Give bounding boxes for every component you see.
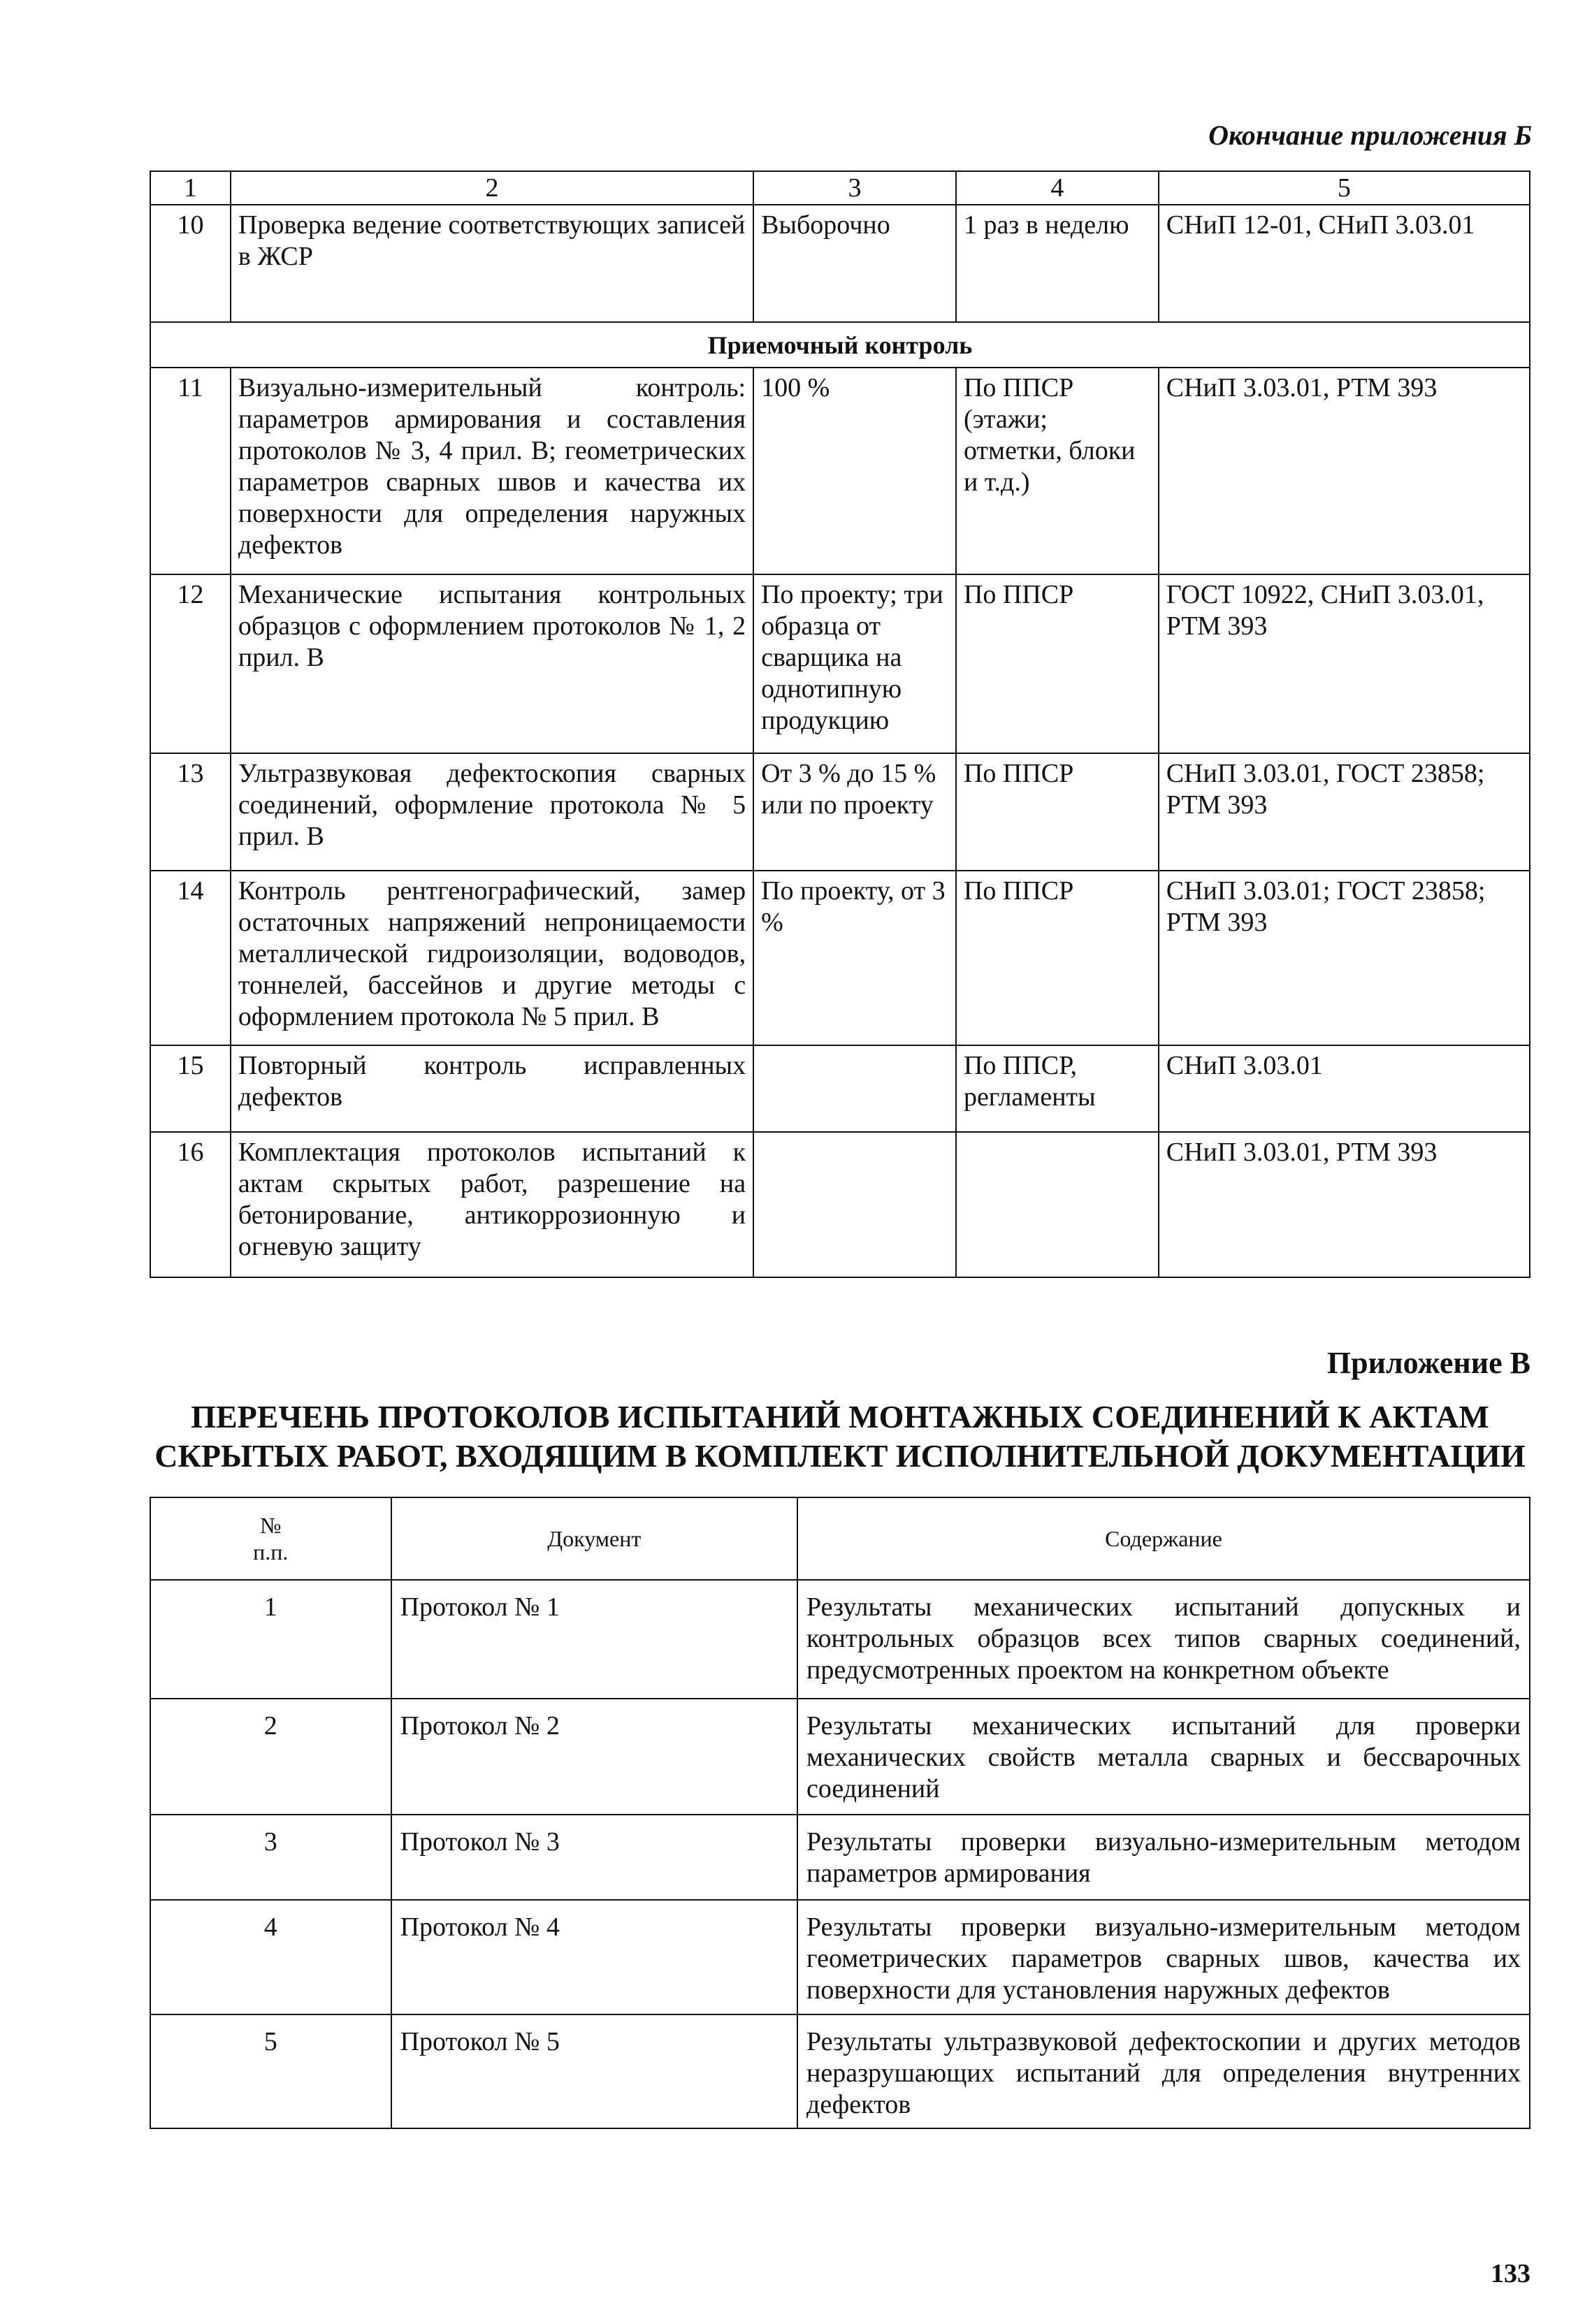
row-frequency xyxy=(956,1132,1159,1277)
row-number: 15 xyxy=(150,1045,231,1132)
table-row xyxy=(150,871,1530,1045)
control-table xyxy=(150,170,1530,1278)
page-header: Окончание приложения Б xyxy=(1208,119,1532,151)
row-scope xyxy=(753,1132,956,1277)
column-number: 4 xyxy=(956,171,1159,205)
row-description: Механические испытания контрольных образцов с оформлением протоколов № 1, 2 прил. В xyxy=(231,574,753,753)
row-frequency: По ППСР, регламенты xyxy=(956,1045,1159,1132)
row-document: Протокол № 5 xyxy=(391,2014,797,2128)
row-reference: СНиП 3.03.01; ГОСТ 23858; РТМ 393 xyxy=(1159,871,1530,1045)
row-description: Комплектация протоколов испытаний к актам скрытых работ, разрешение на бетонирование, антикоррозионную и огневую защиту xyxy=(231,1132,753,1277)
row-scope: Выборочно xyxy=(753,205,956,322)
row-number: 12 xyxy=(150,574,231,753)
table-row xyxy=(150,753,1530,871)
row-content: Результаты проверки визуально-измерительным методом геометрических параметров сварных швов, качества их поверхности для установления наружных дефектов xyxy=(797,1900,1530,2014)
row-reference: СНиП 3.03.01, ГОСТ 23858; РТМ 393 xyxy=(1159,753,1530,871)
row-document: Протокол № 1 xyxy=(391,1580,797,1699)
row-description: Контроль рентгенографический, замер остаточных напряжений непроницаемости металлической гидроизоляции, водоводов, тоннелей, бассейнов и другие методы с оформлением протокола № 5 прил. В xyxy=(231,871,753,1045)
row-number: 1 xyxy=(150,1580,391,1699)
row-number: 13 xyxy=(150,753,231,871)
row-content: Результаты проверки визуально-измерительным методом параметров армирования xyxy=(797,1815,1530,1900)
row-number: 5 xyxy=(150,2014,391,2128)
table-row xyxy=(150,574,1530,753)
row-scope: По проекту, от 3 % xyxy=(753,871,956,1045)
header-number xyxy=(150,1497,391,1580)
row-scope xyxy=(753,1045,956,1132)
header-number-line: п.п. xyxy=(253,1539,289,1564)
appendix-title xyxy=(150,1397,1530,1476)
column-number: 5 xyxy=(1159,171,1530,205)
row-content: Результаты механических испытаний допускных и контрольных образцов всех типов сварных соединений, предусмотренных проектом на конкретном объекте xyxy=(797,1580,1530,1699)
row-description: Повторный контроль исправленных дефектов xyxy=(231,1045,753,1132)
row-number: 3 xyxy=(150,1815,391,1900)
appendix-title-line: СКРЫТЫХ РАБОТ, ВХОДЯЩИМ В КОМПЛЕКТ ИСПОЛНИТЕЛЬНОЙ ДОКУМЕНТАЦИИ xyxy=(154,1438,1526,1474)
row-scope: От 3 % до 15 % или по проекту xyxy=(753,753,956,871)
row-reference: СНиП 12-01, СНиП 3.03.01 xyxy=(1159,205,1530,322)
header-content: Содержание xyxy=(797,1497,1530,1580)
table-row xyxy=(150,1580,1530,1699)
column-number: 3 xyxy=(753,171,956,205)
row-description: Проверка ведение соответствующих записей в ЖСР xyxy=(231,205,753,322)
row-frequency: По ППСР (этажи; отметки, блоки и т.д.) xyxy=(956,368,1159,574)
row-number: 16 xyxy=(150,1132,231,1277)
row-scope: По проекту; три образца от сварщика на однотипную продукцию xyxy=(753,574,956,753)
row-document: Протокол № 2 xyxy=(391,1699,797,1815)
header-number-line: № xyxy=(260,1513,282,1538)
row-frequency: По ППСР xyxy=(956,574,1159,753)
column-number-row xyxy=(150,171,1530,205)
row-frequency: По ППСР xyxy=(956,871,1159,1045)
row-description: Визуально-измерительный контроль: параметров армирования и составления протоколов № 3, 4 прил. В; геометрических параметров сварных швов и качества их поверхности для определения наружных дефектов xyxy=(231,368,753,574)
row-reference: СНиП 3.03.01 xyxy=(1159,1045,1530,1132)
row-document: Протокол № 3 xyxy=(391,1815,797,1900)
table-row xyxy=(150,1815,1530,1900)
row-description: Ультразвуковая дефектоскопия сварных соединений, оформление протокола № 5 прил. В xyxy=(231,753,753,871)
section-row xyxy=(150,322,1530,368)
row-number: 14 xyxy=(150,871,231,1045)
protocols-table xyxy=(150,1497,1530,2129)
row-content: Результаты механических испытаний для проверки механических свойств металла сварных и бессварочных соединений xyxy=(797,1699,1530,1815)
row-frequency: По ППСР xyxy=(956,753,1159,871)
appendix-label: Приложение В xyxy=(1326,1346,1530,1380)
row-reference: ГОСТ 10922, СНиП 3.03.01, РТМ 393 xyxy=(1159,574,1530,753)
column-number: 1 xyxy=(150,171,231,205)
row-number: 2 xyxy=(150,1699,391,1815)
table-row xyxy=(150,2014,1530,2128)
row-frequency: 1 раз в неделю xyxy=(956,205,1159,322)
column-number: 2 xyxy=(231,171,753,205)
row-reference: СНиП 3.03.01, РТМ 393 xyxy=(1159,368,1530,574)
section-title: Приемочный контроль xyxy=(150,322,1530,368)
table-row xyxy=(150,1699,1530,1815)
table-row xyxy=(150,368,1530,574)
row-reference: СНиП 3.03.01, РТМ 393 xyxy=(1159,1132,1530,1277)
table-header-row xyxy=(150,1497,1530,1580)
row-content: Результаты ультразвуковой дефектоскопии и других методов неразрушающих испытаний для определения внутренних дефектов xyxy=(797,2014,1530,2128)
row-scope: 100 % xyxy=(753,368,956,574)
row-number: 10 xyxy=(150,205,231,322)
table-row xyxy=(150,1132,1530,1277)
header-document: Документ xyxy=(391,1497,797,1580)
table-row xyxy=(150,1045,1530,1132)
row-document: Протокол № 4 xyxy=(391,1900,797,2014)
row-number: 11 xyxy=(150,368,231,574)
table-row xyxy=(150,205,1530,322)
appendix-title-line: ПЕРЕЧЕНЬ ПРОТОКОЛОВ ИСПЫТАНИЙ МОНТАЖНЫХ СОЕДИНЕНИЙ К АКТАМ xyxy=(191,1399,1489,1435)
row-number: 4 xyxy=(150,1900,391,2014)
table-row xyxy=(150,1900,1530,2014)
page-number: 133 xyxy=(1491,2259,1530,2288)
